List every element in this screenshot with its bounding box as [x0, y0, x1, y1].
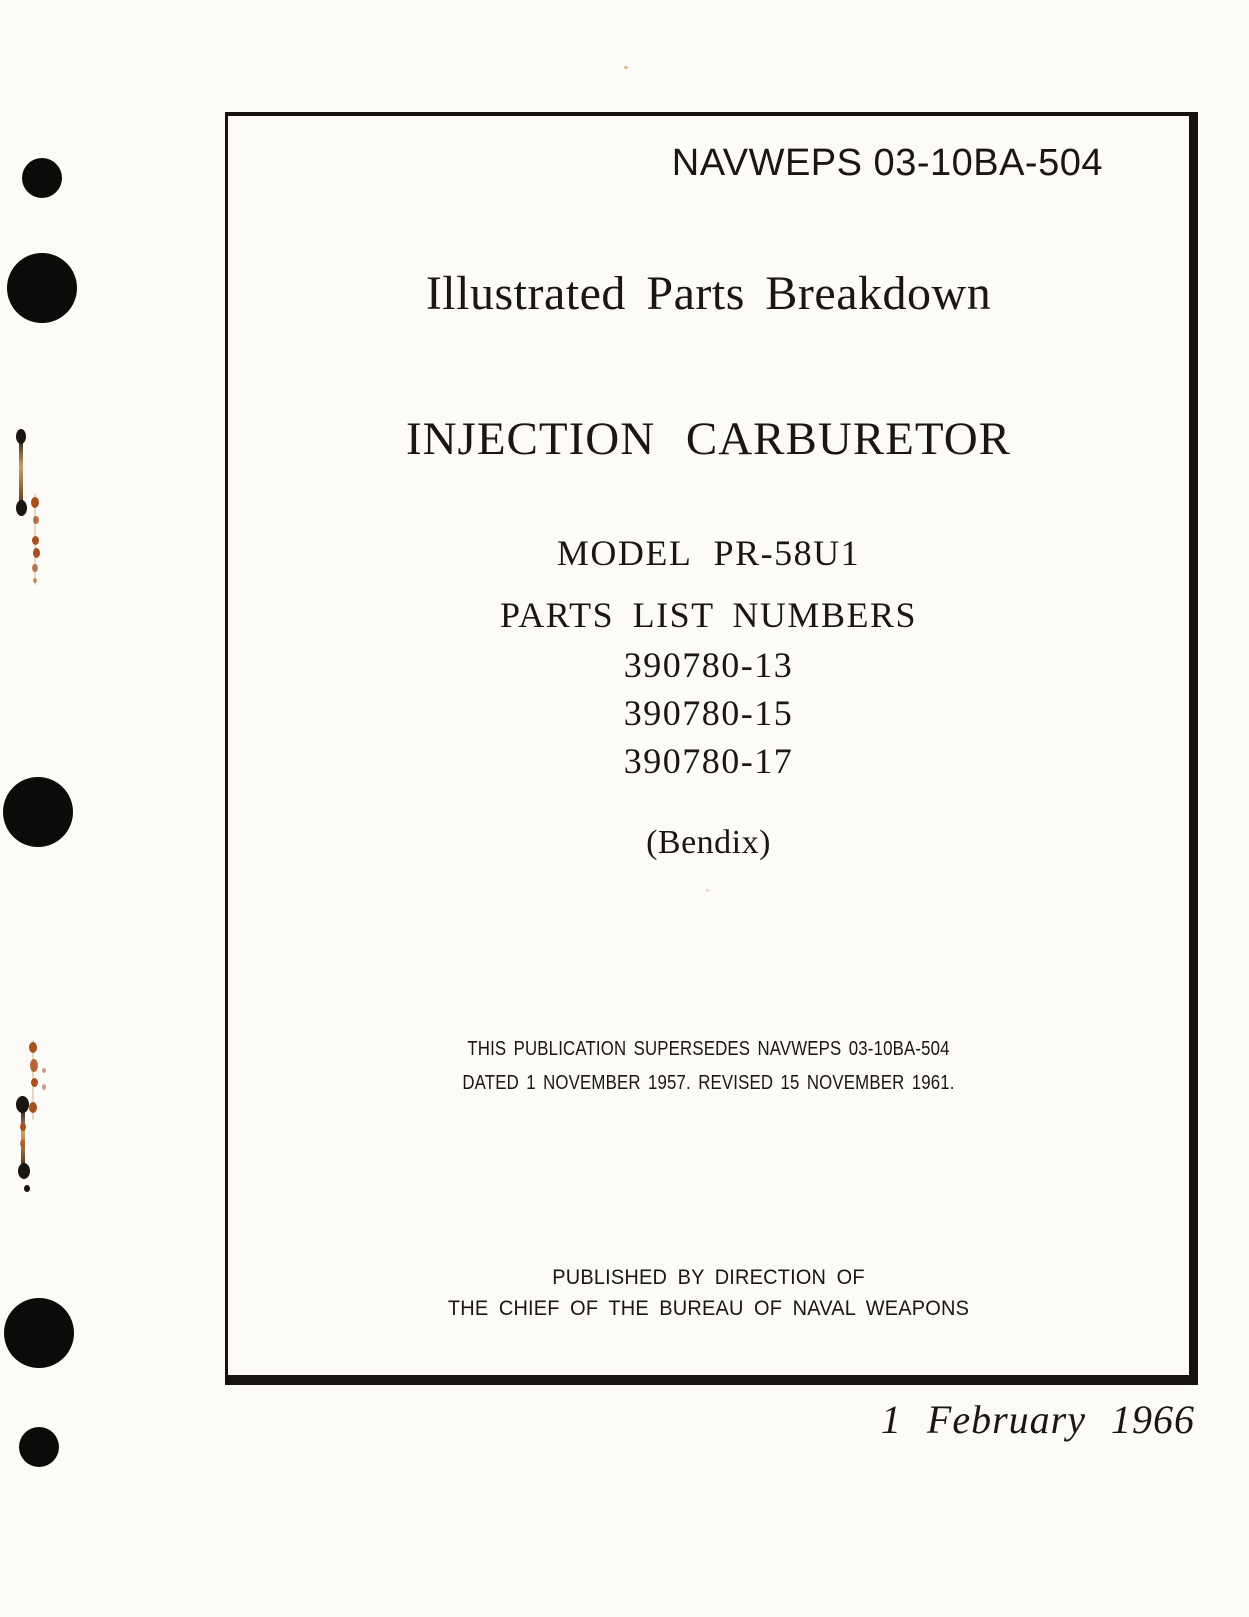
rust-dot-stain	[20, 1123, 26, 1131]
ink-blob-stain	[16, 1096, 29, 1113]
punch-hole-mark	[7, 253, 77, 323]
publisher-statement-line1: PUBLISHED BY DIRECTION OF	[552, 1266, 865, 1289]
part-number: 390780-13	[623, 645, 794, 685]
model-designation: MODEL PR-58U1	[556, 533, 861, 573]
cover-border-frame	[225, 112, 1198, 1385]
manufacturer-name: (Bendix)	[646, 824, 771, 861]
rust-dot-stain	[29, 1042, 37, 1053]
paper-speck	[624, 66, 628, 69]
rust-dot-stain	[20, 1140, 25, 1147]
part-number: 390780-17	[623, 741, 794, 781]
rust-dot-stain	[42, 1084, 46, 1090]
ink-blob-stain	[16, 500, 27, 516]
punch-hole-mark	[3, 777, 73, 847]
rust-dot-stain	[31, 1078, 38, 1087]
parts-list-heading: PARTS LIST NUMBERS	[500, 595, 917, 635]
publication-date: 1 February 1966	[880, 1397, 1195, 1442]
supersedes-notice-line1: THIS PUBLICATION SUPERSEDES NAVWEPS 03-10BA-504	[467, 1038, 950, 1060]
punch-hole-mark	[22, 158, 62, 198]
part-number: 390780-15	[623, 693, 794, 733]
rust-dot-stain	[32, 536, 39, 545]
rust-dot-stain	[42, 1068, 46, 1073]
rust-dot-stain	[31, 497, 39, 508]
supersedes-notice-line2: DATED 1 NOVEMBER 1957. REVISED 15 NOVEMBER 1961.	[462, 1072, 955, 1094]
rust-dot-stain	[29, 1102, 37, 1113]
subject-title: INJECTION CARBURETOR	[405, 413, 1012, 465]
document-number: NAVWEPS 03-10BA-504	[671, 142, 1103, 184]
punch-hole-mark	[19, 1427, 59, 1467]
ink-blob-stain	[16, 429, 26, 444]
supersedes-notice	[305, 1032, 1112, 1100]
ink-blob-stain	[18, 1163, 30, 1179]
rust-dot-stain	[32, 564, 38, 572]
rust-dot-stain	[33, 578, 37, 583]
ink-blob-stain	[24, 1185, 30, 1192]
rust-dot-stain	[33, 516, 39, 524]
page-title: Illustrated Parts Breakdown	[425, 267, 992, 320]
rust-dot-stain	[30, 1059, 38, 1072]
punch-hole-mark	[4, 1298, 74, 1368]
publisher-statement-line2: THE CHIEF OF THE BUREAU OF NAVAL WEAPONS	[447, 1297, 970, 1320]
rust-dot-stain	[33, 548, 40, 558]
publisher-statement	[252, 1262, 1165, 1324]
